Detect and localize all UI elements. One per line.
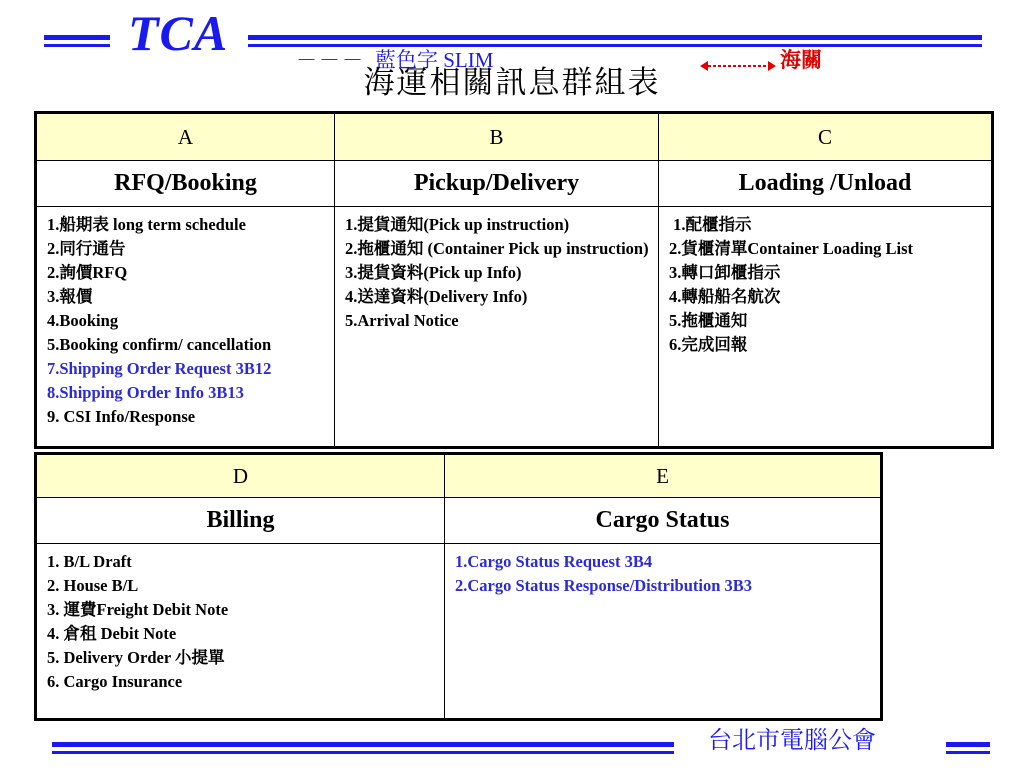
cargo-status-list	[445, 544, 882, 720]
list-item: 3. 運費Freight Debit Note	[47, 600, 229, 619]
list-item: 2.同行通告	[47, 239, 126, 258]
list-item: 3.轉口卸櫃指示	[669, 263, 781, 282]
column-letter-a: A	[36, 113, 335, 161]
list-item: 3.報價	[47, 287, 93, 306]
message-group-table-bottom	[34, 452, 883, 721]
list-item: 2.詢價RFQ	[47, 263, 128, 282]
list-item: 6. Cargo Insurance	[47, 672, 183, 691]
rfq-booking-list	[36, 207, 335, 448]
list-item: 4. 倉租 Debit Note	[47, 624, 177, 643]
letter-row	[36, 454, 882, 498]
footer-right-bar-top	[946, 742, 990, 747]
loading-unload-list	[659, 207, 993, 448]
list-item: 1.船期表 long term schedule	[47, 215, 246, 234]
header-left-bar-top	[44, 35, 110, 40]
footer-left-bar-top	[52, 742, 674, 747]
message-group-table-top	[34, 111, 994, 449]
letter-row	[36, 113, 993, 161]
column-letter-c: C	[659, 113, 993, 161]
page-title: 海運相關訊息群組表	[363, 65, 661, 101]
list-item: 1.提貨通知(Pick up instruction)	[345, 215, 570, 234]
header-right-bar-bottom	[248, 44, 982, 47]
list-item: 9. CSI Info/Response	[47, 407, 196, 426]
items-row	[36, 207, 993, 448]
footer-org-name: 台北市電腦公會	[708, 726, 876, 754]
list-item: 1. B/L Draft	[47, 552, 132, 571]
list-item: 4.轉船船名航次	[669, 287, 781, 306]
list-item-slim: 7.Shipping Order Request 3B12	[47, 359, 272, 378]
pickup-delivery-list	[335, 207, 659, 448]
header-left-bar-bottom	[44, 44, 110, 47]
list-item: 2.拖櫃通知 (Container Pick up instruction)	[345, 239, 649, 258]
list-item: 2.貨櫃清單Container Loading List	[669, 239, 914, 258]
list-item: 6.完成回報	[669, 335, 748, 354]
list-item-slim: 1.Cargo Status Request 3B4	[455, 552, 653, 571]
footer-left-bar-bottom	[52, 751, 674, 754]
list-item: 4.送達資料(Delivery Info)	[345, 287, 528, 306]
list-item: 1.配櫃指示	[673, 215, 752, 234]
column-letter-b: B	[335, 113, 659, 161]
column-heading-cargo-status: Cargo Status	[445, 498, 882, 544]
list-item: 5.Booking confirm/ cancellation	[47, 335, 272, 354]
list-item-slim: 8.Shipping Order Info 3B13	[47, 383, 244, 402]
list-item: 3.提貨資料(Pick up Info)	[345, 263, 522, 282]
legend-dashes: －－－	[296, 48, 365, 72]
list-item: 5.Arrival Notice	[345, 311, 459, 330]
list-item: 4.Booking	[47, 311, 119, 330]
legend-customs-label: 海關	[780, 48, 822, 72]
column-heading-loading-unload: Loading /Unload	[659, 161, 993, 207]
header-right-bar-top	[248, 35, 982, 40]
column-heading-pickup-delivery: Pickup/Delivery	[335, 161, 659, 207]
billing-list	[36, 544, 445, 720]
list-item: 5.拖櫃通知	[669, 311, 748, 330]
list-item: 5. Delivery Order 小提單	[47, 648, 225, 667]
column-heading-rfq-booking: RFQ/Booking	[36, 161, 335, 207]
tca-logo: TCA	[128, 5, 229, 61]
list-item-slim: 2.Cargo Status Response/Distribution 3B3	[455, 576, 753, 595]
heading-row	[36, 161, 993, 207]
footer-right-bar-bottom	[946, 751, 990, 754]
column-letter-e: E	[445, 454, 882, 498]
heading-row	[36, 498, 882, 544]
legend-slim-label: 藍色字 SLIM	[375, 48, 494, 72]
items-row	[36, 544, 882, 720]
list-item: 2. House B/L	[47, 576, 139, 595]
column-letter-d: D	[36, 454, 445, 498]
column-heading-billing: Billing	[36, 498, 445, 544]
